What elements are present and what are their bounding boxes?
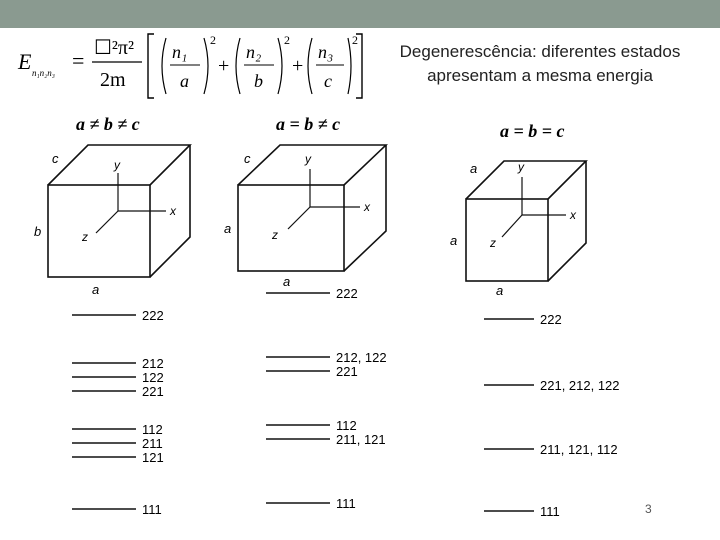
panel-1-condition: a ≠ b ≠ c	[76, 114, 140, 134]
term-1	[162, 33, 216, 94]
panel-2	[224, 114, 387, 511]
energy-levels-3	[484, 312, 620, 519]
cube-1-label-bottom: a	[92, 282, 100, 297]
energy-level-label: 112	[336, 418, 357, 433]
cube-3-axis-x: x	[570, 208, 576, 222]
energy-level-label: 112	[142, 422, 163, 437]
term-1-exponent: 2	[210, 33, 216, 47]
energy-formula	[14, 30, 364, 102]
slide-number: 3	[645, 502, 652, 516]
formula-lhs-subscript: n₁n₂n₃	[32, 68, 55, 78]
energy-level-label: 221	[142, 384, 164, 399]
energy-level-label: 222	[142, 308, 164, 323]
panel-3	[450, 121, 620, 519]
term-2-numerator: n₂	[246, 42, 262, 62]
cube-3	[466, 161, 586, 281]
cube-1-axis-y: y	[114, 158, 120, 172]
term-3-denominator: c	[324, 71, 332, 91]
formula-denominator: 2m	[100, 69, 126, 91]
cube-1-label-top: c	[52, 151, 59, 166]
term-3-exponent: 2	[352, 33, 358, 47]
energy-level-label: 211, 121	[336, 432, 386, 447]
plus-sign-1: +	[218, 55, 230, 77]
energy-level-label: 212	[142, 356, 164, 371]
energy-level-label: 221, 212, 122	[540, 378, 620, 393]
cube-1-axis-x: x	[170, 204, 176, 218]
energy-levels-2	[266, 286, 387, 511]
title-bar	[0, 0, 720, 28]
formula-lhs: E	[18, 49, 32, 74]
cube-3-axis-y: y	[518, 160, 524, 174]
term-2-denominator: b	[254, 71, 263, 91]
energy-level-label: 111	[336, 496, 356, 511]
energy-level-label: 222	[336, 286, 358, 301]
cube-1-label-side: b	[34, 224, 42, 239]
plus-sign-2: +	[292, 55, 304, 77]
energy-level-label: 111	[142, 502, 162, 517]
equals-sign: =	[72, 48, 85, 73]
term-1-denominator: a	[180, 71, 189, 91]
cube-3-label-bottom: a	[496, 283, 504, 298]
energy-level-label: 111	[540, 504, 560, 519]
energy-level-label: 122	[142, 370, 164, 385]
cube-3-label-top: a	[470, 161, 478, 176]
caption-line-1: Degenerescência: diferentes estados	[399, 42, 681, 61]
cube-2-axis-z: z	[272, 228, 278, 242]
term-3	[308, 33, 358, 94]
energy-level-label: 222	[540, 312, 562, 327]
term-2-exponent: 2	[284, 33, 290, 47]
term-1-numerator: n₁	[172, 42, 188, 62]
energy-level-label: 212, 122	[336, 350, 387, 365]
caption-line-2: apresentam a mesma energia	[427, 66, 653, 85]
cube-3-axis-z: z	[490, 236, 496, 250]
degeneracy-caption	[370, 40, 710, 88]
cube-2-axis-x: x	[364, 200, 370, 214]
term-3-numerator: n₃	[318, 42, 334, 62]
degeneracy-diagram	[0, 105, 720, 525]
energy-level-label: 221	[336, 364, 358, 379]
formula-numerator: ☐²π²	[94, 37, 135, 59]
energy-level-label: 121	[142, 450, 164, 465]
energy-level-label: 211	[142, 436, 163, 451]
panel-1	[34, 114, 190, 517]
cube-1-axis-z: z	[82, 230, 88, 244]
cube-2-label-bottom: a	[283, 274, 291, 289]
panel-3-condition: a = b = c	[500, 121, 565, 141]
panel-2-condition: a = b ≠ c	[276, 114, 341, 134]
cube-2-axis-y: y	[305, 152, 311, 166]
term-2	[236, 33, 290, 94]
energy-level-label: 211, 121, 112	[540, 442, 618, 457]
cube-2-label-top: c	[244, 151, 251, 166]
cube-3-label-side: a	[450, 233, 458, 248]
energy-levels-1	[72, 308, 164, 517]
left-bracket	[148, 34, 154, 98]
cube-2-label-side: a	[224, 221, 232, 236]
